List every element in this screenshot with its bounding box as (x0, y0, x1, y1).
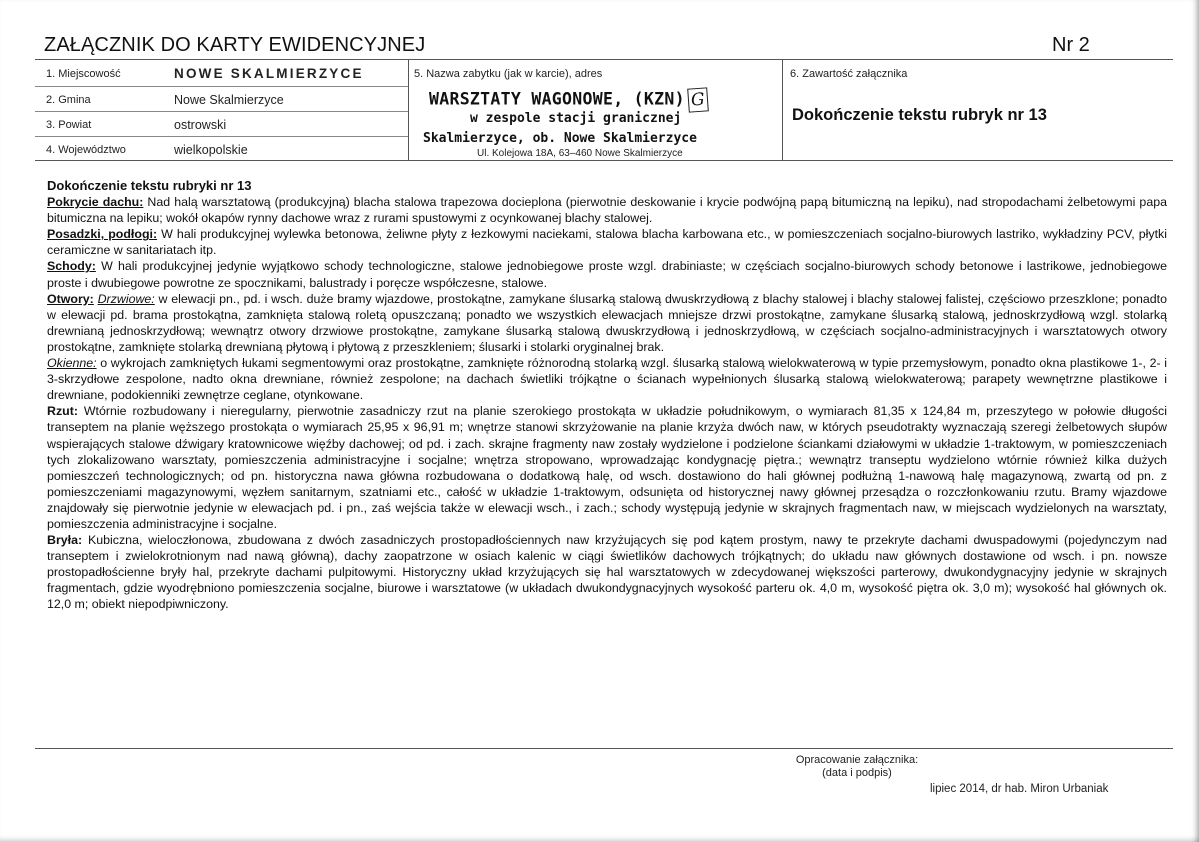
monument-location: Skalmierzyce, ob. Nowe Skalmierzyce (423, 131, 697, 146)
monument-name: WARSZTATY WAGONOWE, (KZN) (429, 89, 685, 109)
contents-label: 6. Zawartość załącznika (790, 68, 908, 80)
text-mass: Kubiczna, wieloczłonowa, zbudowana z dwóch zasadniczych prostopadłościennych naw krzyżujących się pod kątem prostym, nawy te przekryte dachami dwuspadowymi (pojedynczym nad transeptem i zwielokrotnionym nad nawą główną), dachy zaopatrzone w osiach kalenic w ciągi świetlików dachowych trójkątnych; do układu naw głównych dostawione od wsch. i pn. nowsze prostopadłościenne bryły hal, przekryte dachami pulpitowymi. Historyczny układ krzyżujących się hal warsztatowych w zdecydowanej większości parterowy, dwukondygnacyjny jedynie w skrajnych fragmentach, gdzie wyodrębniono pomieszczenia socjalne, biurowe i warsztatowe (w układach dwukondygnacyjnych wysokość parteru ok. 4,0 m, wysokość piętra ok. 3,0 m); wysokość hal głównych ok. 12,0 m; obiekt niepodpiwniczony. (47, 533, 1167, 612)
body-subtitle: Dokończenie tekstu rubryki nr 13 (47, 178, 252, 193)
paragraph-roof (47, 194, 1167, 226)
text-doors: w elewacji pn., pd. i wsch. duże bramy wjazdowe, prostokątne, zamykane ślusarką stalową dwuskrzydłową z blachy stalowej i blachy stalowej falistej, częściowo przeszklone; ponadto w elewacji pd. brama prostokątna, zamknięta stalową roletą opuszczaną; ponadto we wszystkich elewacjach mniejsze drzwi prostokątne, zamykane ślusarką stalową, jednoskrzydłową wzgl. stolarką drewnianą jednoskrzydłową; wewnątrz otwory drzwiowe prostokątne, zamykane ślusarką stalową dwuskrzydłową i jednoskrzydłową, w częściach socjalno-administracyjnych i warsztatowych otwory prostokątne, zamknięte stolarką drewnianą płytową i płytową z przeszkleniem; ślusarki i stolarki oryginalnej brak. (47, 291, 1168, 354)
document-number: Nr 2 (1052, 34, 1090, 56)
column-divider-1 (408, 59, 409, 160)
footer-date-sign-label: (data i podpis) (822, 767, 892, 779)
handwritten-stamp: G (687, 87, 709, 112)
field-value-locality: NOWE SKALMIERZYCE (174, 66, 364, 81)
body-text (47, 178, 1167, 613)
contents-value: Dokończenie tekstu rubryk nr 13 (792, 106, 1047, 124)
paragraph-plan (47, 403, 1167, 532)
text-plan: Wtórnie rozbudowany i nieregularny, pierwotnie zasadniczy rzut na planie szerokiego prostokąta w układzie południkowym, o wymiarach 81,35 x 124,84 m, przeszytego w połowie długości transeptem na planie węższego prostokąta o wymiarach 25,95 x 96,91 m; wnętrze stanowi skrzyżowanie na planie krzyża dwóch naw, w których pseudotrakty wyznaczają szeregi żelbetowych słupów wspierających stalowe dźwigary kratownicowe więźby dachowej; od pd. i zach. skrajne fragmenty naw zostały wydzielone i podzielone ściankami działowymi w układzie 1-traktowym, w pomieszczeniach tych zlokalizowano warsztaty, pomieszczenia administracyjne i socjalne; wnętrza stropowano, wprowadzając kondygnację piętra.; wewnątrz transeptu wydzielono wtórnie również kilka dużych pomieszczeń technologicznych; od pn. historyczna nawa główna rozbudowana o dodatkową halę, od wsch. dostawiono do hali głównej podłużną 1-nawową halę magazynową, zwartą od pn. z pomieszczeniami magazynowymi, węzłem sanitarnym, szatniami etc., całość w układzie 1-traktowym, odsunięta od historycznej nawy głównej przesądza o rozczłonkowaniu rzutu. Bramy wjazdowe znajdowały się pierwotnie jedynie w elewacjach pd. i pn., zaś wejścia także w elewacji wsch., i zach.; schody występują jedynie w skrajnych fragmentach naw, w miejscach wydzielonych na warsztaty, pomieszczenia administracyjne i socjalne. (47, 404, 1167, 531)
paragraph-floors (47, 226, 1167, 258)
header-top-rule (35, 59, 1173, 60)
footer-prepared-label: Opracowanie załącznika: (795, 754, 919, 766)
label-windows: Okienne: (47, 356, 97, 371)
field-value-voivodeship: wielkopolskie (174, 143, 248, 157)
label-plan: Rzut: (47, 404, 78, 419)
row-divider (35, 86, 408, 87)
field-label-district: 3. Powiat (46, 119, 92, 131)
field-value-district: ostrowski (174, 118, 227, 132)
text-floors: W hali produkcyjnej wylewka betonowa, żeliwne płyty z łezkowymi naciekami, stalowa blacha karbowana etc., w pomieszczeniach socjalno-biurowych lastriko, wykładziny PCV, płytki ceramiczne w sanitariatach itp. (47, 227, 1168, 258)
field-value-commune: Nowe Skalmierzyce (174, 93, 284, 107)
field-label-locality: 1. Miejscowość (46, 68, 121, 80)
footer-rule (35, 748, 1173, 749)
monument-label: 5. Nazwa zabytku (jak w karcie), adres (414, 68, 603, 80)
row-divider (35, 136, 408, 137)
document-title: ZAŁĄCZNIK DO KARTY EWIDENCYJNEJ (44, 34, 426, 56)
column-divider-2 (782, 59, 783, 160)
monument-name-line (429, 88, 708, 112)
label-openings: Otwory: (47, 291, 94, 306)
label-stairs: Schody: (47, 259, 96, 274)
paragraph-doors (47, 291, 1167, 355)
paragraph-mass (47, 532, 1167, 612)
row-divider (35, 111, 408, 112)
label-floors: Posadzki, podłogi: (47, 227, 158, 242)
text-windows: o wykrojach zamkniętych łukami segmentowymi oraz prostokątne, zamknięte różnorodną stolarką wzgl. ślusarką stalową wielokwaterową w typie przemysłowym, ponadto okna plastikowe 1-, 2- i 3-skrzydłowe zespolone, nadto okna drewniane, również zespolone; na dachach świetliki trójkątne o ścianach wypełnionych ślusarką stalową wielokwaterową; parapety wewnętrzne plastikowe i drewniane, podokienniki zewnętrze ceglane, otynkowane. (47, 356, 1167, 403)
field-label-commune: 2. Gmina (46, 94, 91, 106)
monument-complex: w zespole stacji granicznej (470, 111, 682, 126)
footer-signature: lipiec 2014, dr hab. Miron Urbaniak (930, 783, 1109, 795)
text-stairs: W hali produkcyjnej jedynie wyjątkowo schody technologiczne, stalowe jednobiegowe proste wzgl. drabiniaste; w częściach socjalno-biurowych schody betonowe i lastrikowe, jednobiegowe proste i dwubiegowe powrotne ze spocznikami, balustrady i poręcze współczesne, stalowe. (47, 259, 1167, 290)
monument-address: Ul. Kolejowa 18A, 63–460 Nowe Skalmierzyce (477, 148, 683, 159)
header-bottom-rule (35, 160, 1173, 161)
label-doors: Drzwiowe: (97, 291, 155, 306)
text-roof: Nad halą warsztatową (produkcyjną) blacha stalowa trapezowa docieplona (pierwotnie deskowanie i krycie podwójną papą bitumiczną na lepiku), nad stropodachami żelbetowymi papa bitumiczna na lepiku; wokół okapów rynny dachowe wraz z rurami spustowymi z ocynkowanej blachy stalowej. (47, 195, 1167, 226)
label-roof: Pokrycie dachu: (47, 195, 144, 210)
field-label-voivodeship: 4. Województwo (46, 144, 126, 156)
label-mass: Bryła: (47, 533, 83, 548)
paragraph-windows (47, 355, 1167, 403)
paragraph-stairs (47, 258, 1167, 290)
